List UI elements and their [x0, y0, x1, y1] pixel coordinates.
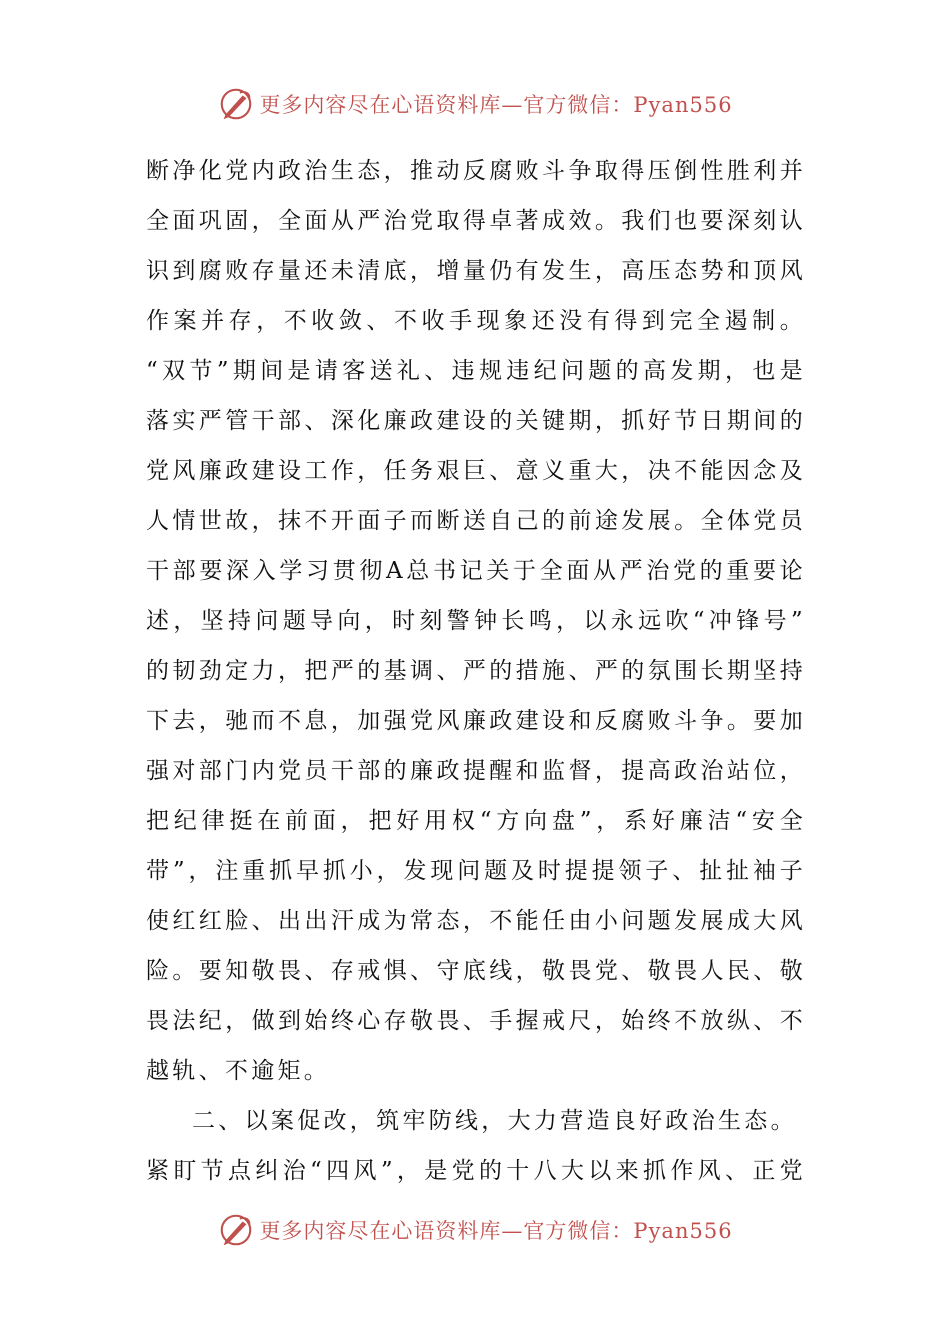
text-line: 落实严管干部、深化廉政建设的关键期，抓好节日期间的 — [146, 408, 806, 434]
text-line: 紧盯节点纠治“四风”，是党的十八大以来抓作风、正党 — [146, 1158, 806, 1184]
text-line: 畏法纪，做到始终心存敬畏、手握戒尺，始终不放纵、不 — [146, 1008, 806, 1034]
text-line: 使红红脸、出出汗成为常态，不能任由小问题发展成大风 — [146, 908, 806, 934]
header-banner — [0, 84, 950, 124]
text-line: 下去，驰而不息，加强党风廉政建设和反腐败斗争。要加 — [146, 708, 806, 734]
pen-logo-icon — [217, 85, 255, 123]
text-line: 断净化党内政治生态，推动反腐败斗争取得压倒性胜利并 — [146, 158, 806, 184]
text-line: 党风廉政建设工作，任务艰巨、意义重大，决不能因念及 — [146, 458, 806, 484]
text-line: “双节”期间是请客送礼、违规违纪问题的高发期，也是 — [146, 358, 806, 384]
text-line: 强对部门内党员干部的廉政提醒和监督，提高政治站位， — [146, 758, 806, 784]
footer-banner — [0, 1210, 950, 1250]
text-line: 人情世故，抹不开面子而断送自己的前途发展。全体党员 — [146, 508, 806, 534]
header-banner-text: 更多内容尽在心语资料库—官方微信：Pyan556 — [259, 93, 733, 117]
text-line: 作案并存，不收敛、不收手现象还没有得到完全遏制。 — [146, 308, 806, 334]
text-line: 述，坚持问题导向，时刻警钟长鸣，以永远吹“冲锋号” — [146, 608, 806, 634]
pen-logo-icon — [217, 1211, 255, 1249]
section-heading: 二、以案促改，筑牢防线，大力营造良好政治生态。 — [192, 1108, 797, 1134]
document-body — [146, 146, 806, 1196]
text-line: 的韧劲定力，把严的基调、严的措施、严的氛围长期坚持 — [146, 658, 806, 684]
footer-banner-text: 更多内容尽在心语资料库—官方微信：Pyan556 — [259, 1219, 733, 1243]
text-line: 识到腐败存量还未清底，增量仍有发生，高压态势和顶风 — [146, 258, 806, 284]
text-line: 把纪律挺在前面，把好用权“方向盘”，系好廉洁“安全 — [146, 808, 806, 834]
text-line: 带”，注重抓早抓小，发现问题及时提提领子、扯扯袖子 — [146, 858, 806, 884]
text-line: 越轨、不逾矩。 — [146, 1058, 331, 1084]
text-line: 全面巩固，全面从严治党取得卓著成效。我们也要深刻认 — [146, 208, 806, 234]
text-line: 干部要深入学习贯彻A总书记关于全面从严治党的重要论 — [146, 558, 806, 584]
text-line: 险。要知敬畏、存戒惧、守底线，敬畏党、敬畏人民、敬 — [146, 958, 806, 984]
